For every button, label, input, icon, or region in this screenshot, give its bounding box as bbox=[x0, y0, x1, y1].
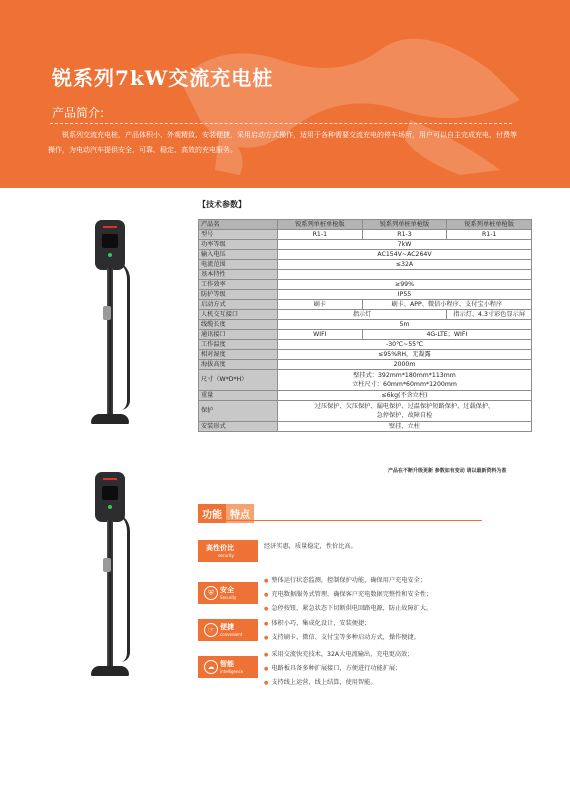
spec-label: 人机交互接口 bbox=[199, 310, 278, 320]
feature-text bbox=[264, 540, 500, 553]
feature-tag bbox=[198, 540, 258, 562]
spec-row bbox=[199, 340, 532, 350]
feature-item bbox=[198, 648, 498, 688]
spec-label: 海拔高度 bbox=[199, 360, 278, 370]
charger-connector bbox=[103, 558, 111, 572]
spec-cell: 壁挂、立柱 bbox=[278, 422, 532, 432]
feature-name: 安全 bbox=[220, 586, 234, 594]
spec-cell: R1-1 bbox=[278, 230, 363, 240]
spec-line: 急停保护、故障自检 bbox=[376, 412, 433, 419]
spec-row bbox=[199, 330, 532, 340]
spec-row bbox=[199, 270, 532, 280]
feature-tag bbox=[198, 619, 258, 641]
feature-text bbox=[264, 648, 500, 690]
feature-line: ● 体积小巧，集成化设计，安装便捷； bbox=[264, 617, 500, 631]
feature-line: ● 支持线上运营，线上结算，使用智能。 bbox=[264, 676, 500, 690]
spec-table bbox=[198, 219, 532, 432]
spec-cell: 刷卡 bbox=[278, 300, 363, 310]
charger-pole bbox=[107, 268, 113, 418]
feature-line: ● 电路板具备多种扩展接口，方便进行功能扩展； bbox=[264, 662, 500, 676]
spec-row bbox=[199, 360, 532, 370]
spec-header-row bbox=[199, 220, 532, 230]
feature-item bbox=[198, 617, 498, 645]
hand-icon: ☞ bbox=[204, 623, 218, 637]
feature-line: ● 支持刷卡、微信、支付宝等多种启动方式，操作便捷。 bbox=[264, 631, 500, 645]
spec-row bbox=[199, 250, 532, 260]
feature-tag bbox=[198, 656, 258, 678]
spec-cell: AC154V~AC264V bbox=[278, 250, 532, 260]
spec-cell: ≤32A bbox=[278, 260, 532, 270]
spec-cell bbox=[278, 401, 532, 422]
spec-cell: 2000m bbox=[278, 360, 532, 370]
spec-label: 电流范围 bbox=[199, 260, 278, 270]
feature-name-en: security bbox=[218, 553, 234, 558]
feature-line: ● 急停按钮，紧急状态下切断供电回路电源，防止故障扩大。 bbox=[264, 602, 500, 616]
spec-label: 型号 bbox=[199, 230, 278, 240]
intro-divider bbox=[50, 123, 512, 124]
charger-cable bbox=[111, 512, 130, 662]
feature-name-en: Security bbox=[220, 595, 237, 600]
spec-cell: 5m bbox=[278, 320, 532, 330]
spec-row bbox=[199, 370, 532, 391]
spec-cell: ≤6kg(不含立柱) bbox=[278, 391, 532, 401]
spec-cell: 锐系列单桩单枪版 bbox=[362, 220, 447, 230]
charger-cable bbox=[111, 260, 130, 410]
feature-line: ● 充电数据服务式管理，确保客户充电数据完整性和安全性； bbox=[264, 588, 500, 602]
spec-label: 重量 bbox=[199, 391, 278, 401]
spec-row bbox=[199, 280, 532, 290]
spec-label: 产品名 bbox=[199, 220, 278, 230]
feature-line: ● 整体运行状态监测，控制保护功能，确保用户充电安全； bbox=[264, 574, 500, 588]
spec-cell: IP55 bbox=[278, 290, 532, 300]
spec-row bbox=[199, 260, 532, 270]
spec-row bbox=[199, 230, 532, 240]
spec-cell: 指示灯 bbox=[278, 310, 447, 320]
spec-label: 基本特性 bbox=[199, 270, 278, 280]
shield-icon: ⛨ bbox=[204, 586, 218, 600]
spec-cell: 4G-LTE；WIFI bbox=[362, 330, 531, 340]
spec-cell: 锐系列单桩单枪版 bbox=[278, 220, 363, 230]
charger-base bbox=[91, 666, 129, 676]
spec-label: 工作效率 bbox=[199, 280, 278, 290]
spec-cell: R1-3 bbox=[362, 230, 447, 240]
spec-cell: ≤95%RH，无凝露 bbox=[278, 350, 532, 360]
feature-name: 智能 bbox=[220, 660, 234, 668]
page-title: 锐系列7kW交流充电桩 bbox=[52, 66, 274, 90]
spec-cell: ≥99% bbox=[278, 280, 532, 290]
spec-row bbox=[199, 240, 532, 250]
spec-label: 输入电压 bbox=[199, 250, 278, 260]
feature-text bbox=[264, 617, 500, 645]
feature-name: 便捷 bbox=[220, 623, 234, 631]
charger-pole bbox=[107, 520, 113, 670]
spec-row bbox=[199, 422, 532, 432]
spec-row bbox=[199, 310, 532, 320]
feature-name: 高性价比 bbox=[206, 544, 234, 552]
spec-cell: 7kW bbox=[278, 240, 532, 250]
spec-cell bbox=[278, 270, 532, 280]
spec-row bbox=[199, 401, 532, 422]
feature-item bbox=[198, 540, 498, 564]
spec-row bbox=[199, 290, 532, 300]
charger-base bbox=[91, 414, 129, 424]
spec-label: 安装形式 bbox=[199, 422, 278, 432]
spec-row bbox=[199, 391, 532, 401]
spec-footnote: 产品在不断升级更新 参数如有变动 请以最新资料为准 bbox=[388, 468, 507, 474]
spec-label: 功率等级 bbox=[199, 240, 278, 250]
header-banner bbox=[0, 0, 570, 188]
spec-line: 立柱尺寸：60mm*60mm*1200mm bbox=[352, 381, 457, 388]
spec-row bbox=[199, 300, 532, 310]
spec-row bbox=[199, 320, 532, 330]
spec-label: 防护等级 bbox=[199, 290, 278, 300]
spec-cell bbox=[278, 370, 532, 391]
feature-line: 经济实惠，质量稳定，性价比高。 bbox=[264, 543, 357, 550]
feature-item bbox=[198, 574, 498, 614]
spec-label: 启动方式 bbox=[199, 300, 278, 310]
spec-label: 工作温度 bbox=[199, 340, 278, 350]
spec-label: 通讯接口 bbox=[199, 330, 278, 340]
spec-cell: 指示灯、4.3寸彩色显示屏 bbox=[447, 310, 532, 320]
spec-line: 壁挂式：392mm*180mm*113mm bbox=[353, 371, 456, 379]
spec-line: 过压保护、欠压保护、漏电保护、过温保护短路保护、过载保护、 bbox=[314, 402, 495, 410]
features-divider bbox=[198, 520, 482, 521]
spec-cell: R1-1 bbox=[447, 230, 532, 240]
spec-label: 尺寸（W*D*H） bbox=[199, 370, 278, 391]
feature-tag bbox=[198, 582, 258, 604]
intro-text: 锐系列交流充电桩，产品体积小、外观精致、安装便捷，采用启动方式操作，适用于各种需要交流充电的停车场所，用户可以自主完成充电、付费等操作，为电动汽车提供安全、可靠、稳定、高效的充电服务。 bbox=[48, 131, 517, 154]
spec-cell: 刷卡、APP、微信小程序、支付宝小程序 bbox=[362, 300, 531, 310]
feature-line: ● 采用交流快充技术，32A大电流输出，充电更高效； bbox=[264, 648, 500, 662]
spec-section-title: 【技术参数】 bbox=[198, 200, 246, 209]
intro-heading: 产品简介: bbox=[52, 106, 105, 120]
spec-cell: WIFI bbox=[278, 330, 363, 340]
spec-label: 保护 bbox=[199, 401, 278, 422]
spec-label: 相对湿度 bbox=[199, 350, 278, 360]
features-heading-b: 特点 bbox=[226, 504, 254, 523]
charger-connector bbox=[103, 306, 111, 320]
feature-name-en: intelligence bbox=[220, 669, 244, 674]
features-heading-a: 功能 bbox=[198, 504, 226, 523]
feature-text bbox=[264, 574, 500, 616]
cloud-icon: ☁ bbox=[204, 660, 218, 674]
spec-label: 线缆长度 bbox=[199, 320, 278, 330]
spec-cell: -30℃~55℃ bbox=[278, 340, 532, 350]
spec-row bbox=[199, 350, 532, 360]
spec-cell: 锐系列单桩单枪版 bbox=[447, 220, 532, 230]
feature-name-en: convenient bbox=[220, 632, 243, 637]
